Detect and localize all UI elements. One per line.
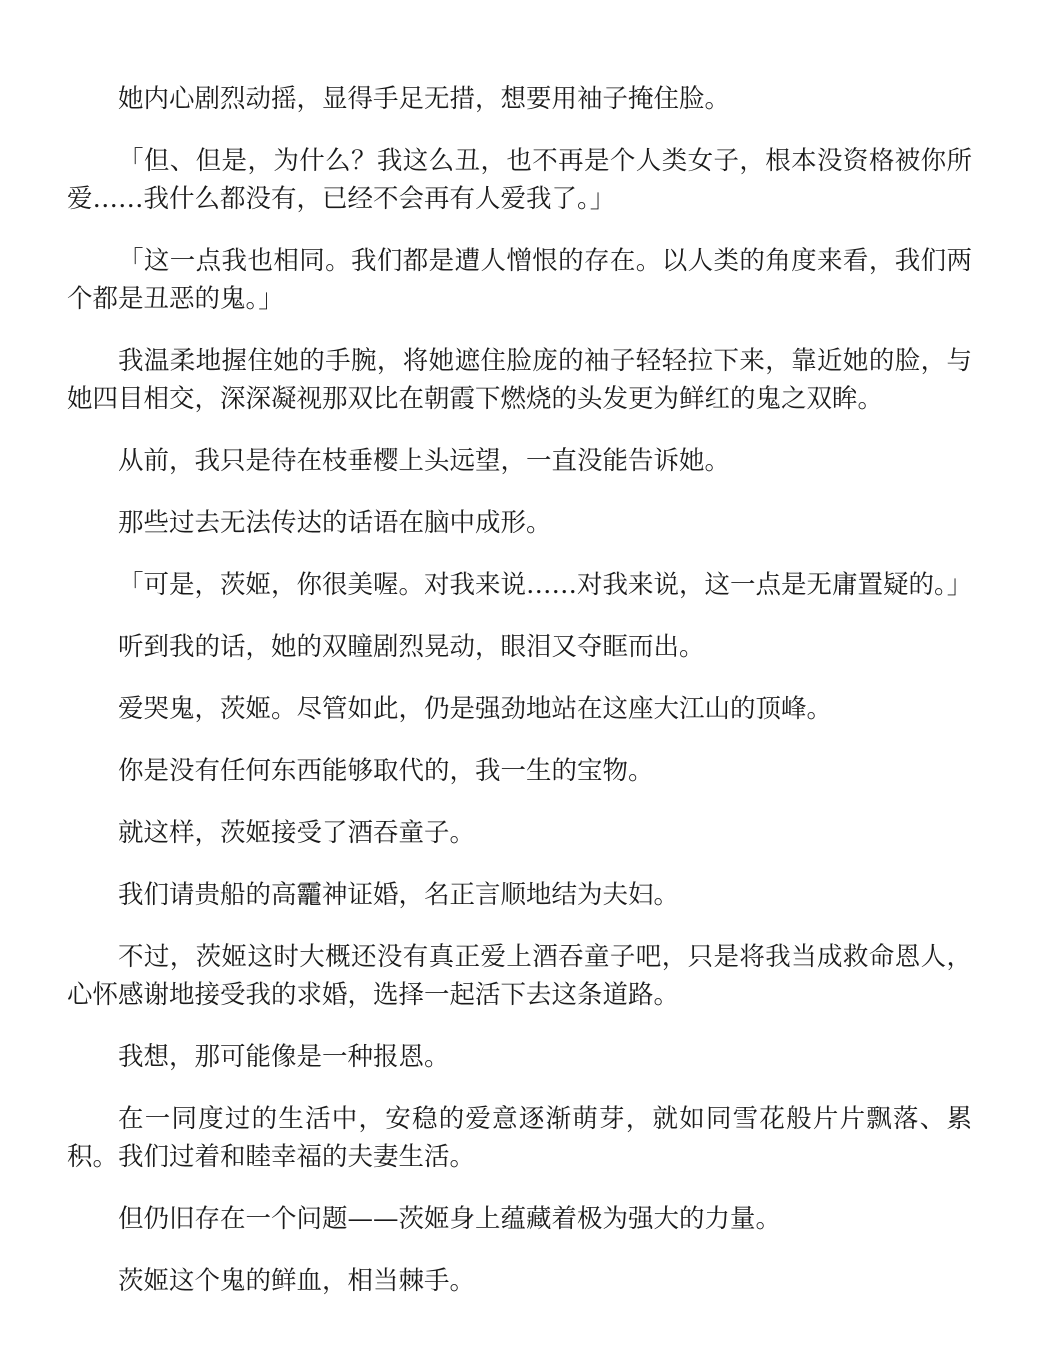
paragraph-15: 在一同度过的生活中，安稳的爱意逐渐萌芽，就如同雪花般片片飘落、累积。我们过着和睦幸福的夫妻生活。 [67,1104,972,1172]
paragraph-1: 她内心剧烈动摇，显得手足无措，想要用袖子掩住脸。 [118,84,731,114]
paragraph-14: 我想，那可能像是一种报恩。 [118,1042,450,1072]
paragraph-12: 我们请贵船的高龗神证婚，名正言顺地结为夫妇。 [118,880,680,910]
paragraph-7: 「可是，茨姬，你很美喔。对我来说……对我来说，这一点是无庸置疑的。」 [118,570,973,600]
paragraph-8: 听到我的话，她的双瞳剧烈晃动，眼泪又夺眶而出。 [118,632,705,662]
paragraph-10: 你是没有任何东西能够取代的，我一生的宝物。 [118,756,654,786]
paragraph-4: 我温柔地握住她的手腕，将她遮住脸庞的袖子轻轻拉下来，靠近她的脸，与她四目相交，深深凝视那双比在朝霞下燃烧的头发更为鲜红的鬼之双眸。 [67,346,972,414]
paragraph-17: 茨姬这个鬼的鲜血，相当棘手。 [118,1266,476,1296]
paragraph-13: 不过，茨姬这时大概还没有真正爱上酒吞童子吧，只是将我当成救命恩人，心怀感谢地接受我的求婚，选择一起活下去这条道路。 [67,942,972,1010]
paragraph-6: 那些过去无法传达的话语在脑中成形。 [118,508,552,538]
paragraph-16: 但仍旧存在一个问题——茨姬身上蕴藏着极为强大的力量。 [118,1204,782,1234]
paragraph-2: 「但、但是，为什么？我这么丑，也不再是个人类女子，根本没资格被你所爱……我什么都没有，已经不会再有人爱我了。」 [67,146,972,214]
paragraph-5: 从前，我只是待在枝垂樱上头远望，一直没能告诉她。 [118,446,731,476]
document-page [67,0,972,1354]
paragraph-9: 爱哭鬼，茨姬。尽管如此，仍是强劲地站在这座大江山的顶峰。 [118,694,833,724]
paragraph-11: 就这样，茨姬接受了酒吞童子。 [118,818,476,848]
paragraph-3: 「这一点我也相同。我们都是遭人憎恨的存在。以人类的角度来看，我们两个都是丑恶的鬼。」 [67,246,972,314]
